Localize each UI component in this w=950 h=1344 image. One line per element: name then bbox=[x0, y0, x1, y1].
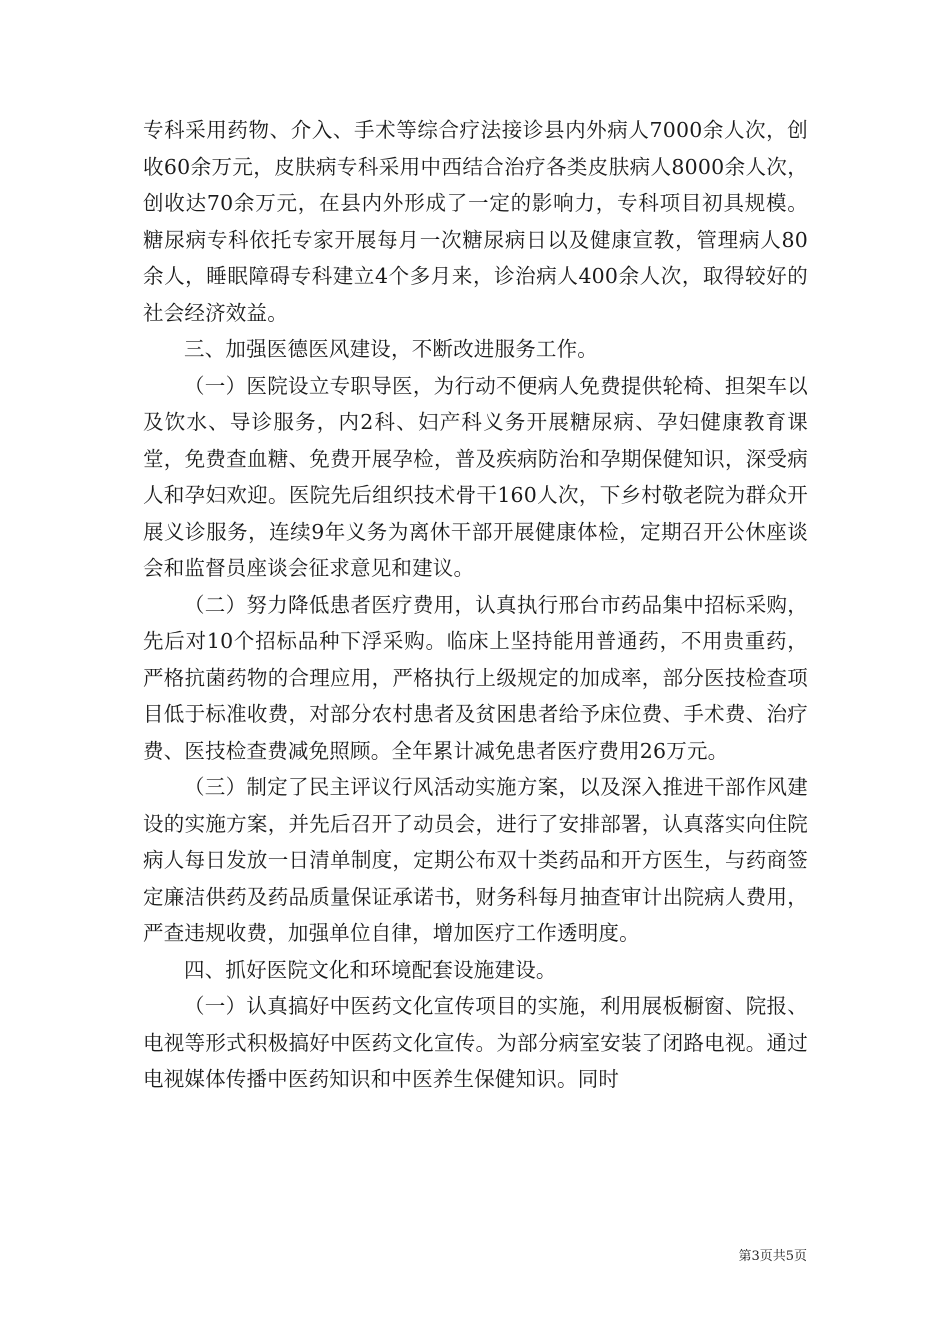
heading-section-four: 四、抓好医院文化和环境配套设施建设。 bbox=[184, 957, 557, 982]
paragraph-reduce-costs: （二）努力降低患者医疗费用，认真执行邢台市药品集中招标采购，先后对10个招标品种下浮采购。临床上坚持能用普通药，不用贵重药，严格抗菌药物的合理应用，严格执行上级规定的加成率，部分医技检查项目低于标准收费，对部分农村患者及贫困患者给予床位费、手术费、治疗费、医技检查费减免照顾。全年累计减免患者医疗费用26万元。 bbox=[143, 592, 808, 763]
paragraph-culture-promotion: （一）认真搞好中医药文化宣传项目的实施，利用展板橱窗、院报、电视等形式积极搞好中医药文化宣传。为部分病室安装了闭路电视。通过电视媒体传播中医药知识和中医养生保健知识。同时 bbox=[143, 994, 808, 1091]
paragraph-specialty-clinics: 专科采用药物、介入、手术等综合疗法接诊县内外病人7000余人次，创收60余万元，皮肤病专科采用中西结合治疗各类皮肤病人8000余人次，创收达70余万元，在县内外形成了一定的影响力，专科项目初具规模。糖尿病专科依托专家开展每月一次糖尿病日以及健康宣教，管理病人80余人，睡眠障碍专科建立4个多月来，诊治病人400余人次，取得较好的社会经济效益。 bbox=[143, 118, 808, 325]
page-number: 第3页共5页 bbox=[738, 1249, 807, 1264]
heading-section-three: 三、加强医德医风建设，不断改进服务工作。 bbox=[184, 337, 598, 361]
paragraph-ethics-program: （三）制定了民主评议行风活动实施方案，以及深入推进干部作风建设的实施方案，并先后召开了动员会，进行了安排部署，认真落实向住院病人每日发放一日清单制度，定期公布双十类药品和开方医生，与药商签定廉洁供药及药品质量保证承诺书，财务科每月抽查审计出院病人费用，严查违规收费，加强单位自律，增加医疗工作透明度。 bbox=[143, 775, 808, 945]
document-body bbox=[143, 112, 808, 1098]
paragraph-guide-services: （一）医院设立专职导医，为行动不便病人免费提供轮椅、担架车以及饮水、导诊服务，内2科、妇产科义务开展糖尿病、孕妇健康教育课堂，免费查血糖、免费开展孕检，普及疾病防治和孕期保健知识，深受病人和孕妇欢迎。医院先后组织技术骨干160人次，下乡村敬老院为群众开展义诊服务，连续9年义务为离休干部开展健康体检，定期召开公休座谈会和监督员座谈会征求意见和建议。 bbox=[143, 373, 808, 580]
